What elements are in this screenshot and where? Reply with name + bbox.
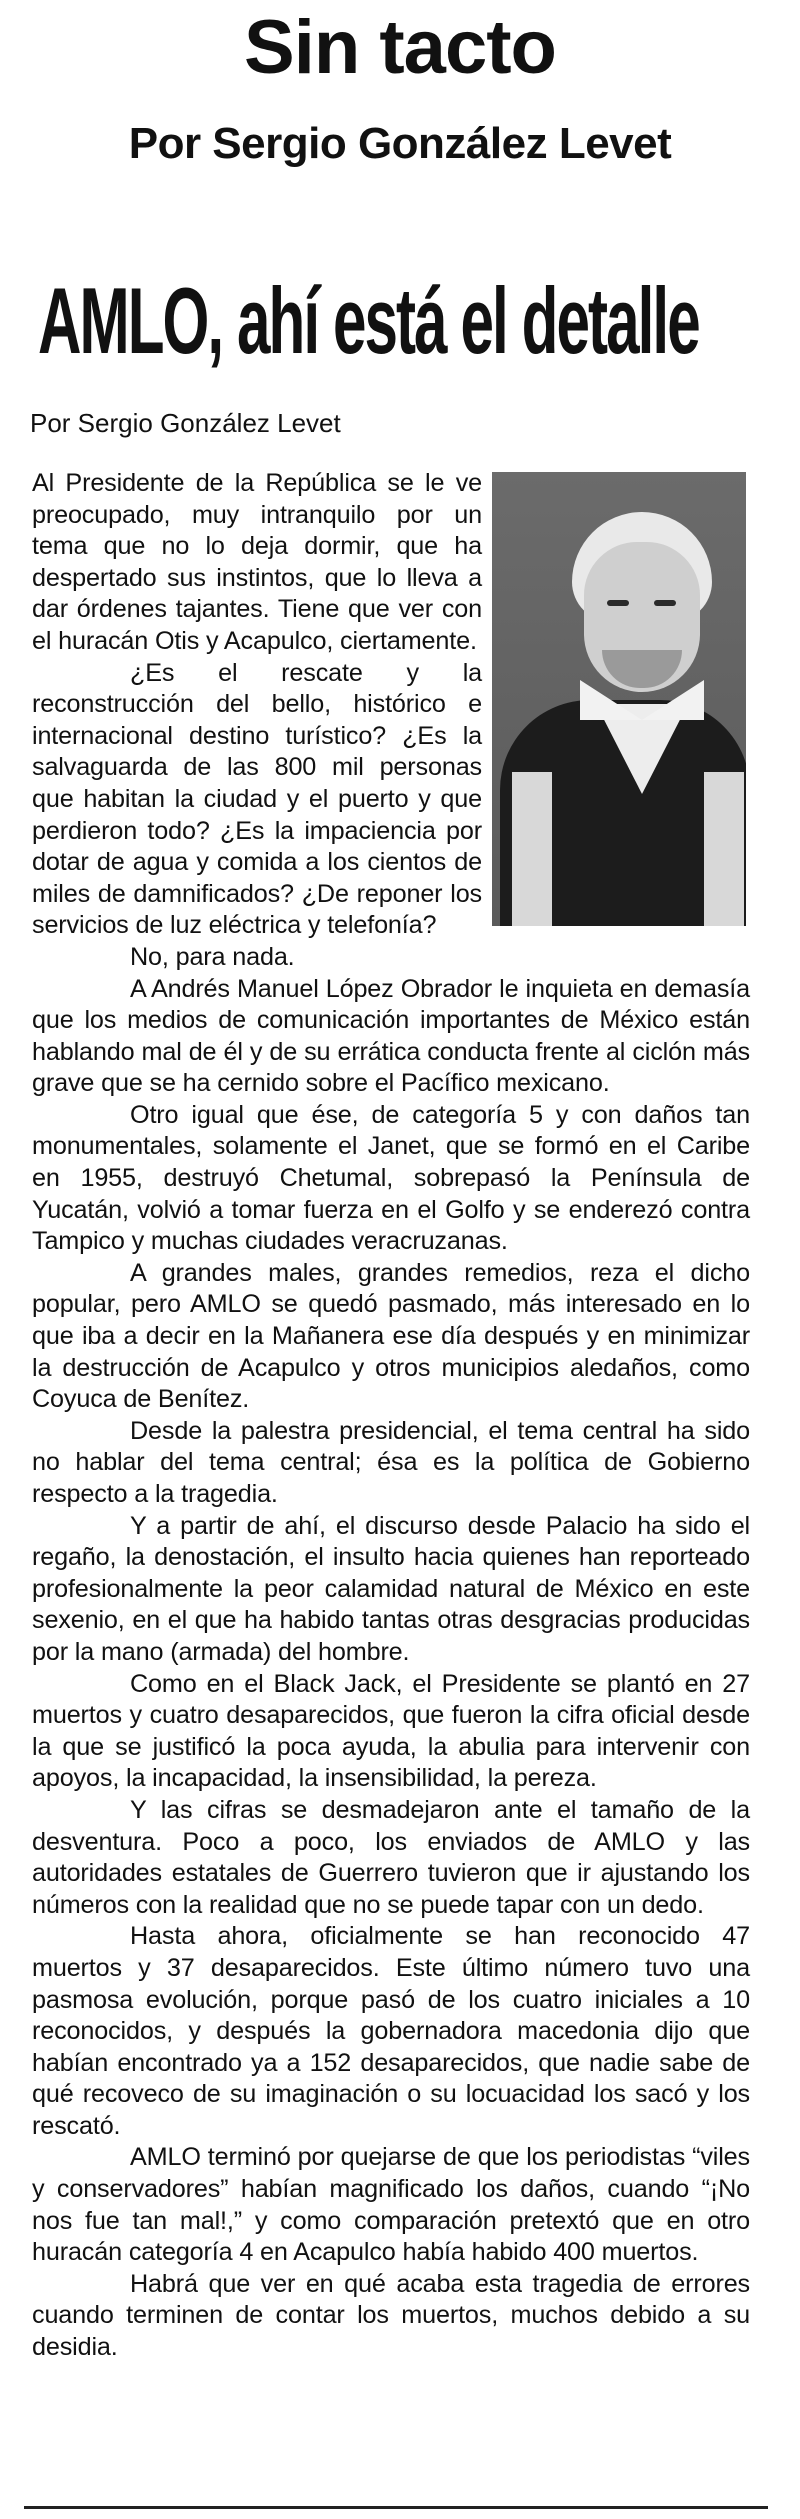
article-paragraph: Habrá que ver en qué acaba esta tragedia de errores cuando terminen de contar los muertos, muchos debido a su desidia. xyxy=(32,2269,750,2362)
bottom-divider xyxy=(24,2506,768,2509)
article-paragraph: Desde la palestra presidencial, el tema central ha sido no hablar del tema central; ésa es la política de Gobierno respecto a la tragedia. xyxy=(32,1416,750,1508)
article-paragraph: Hasta ahora, oficialmente se han reconocido 47 muertos y 37 desaparecidos. Este último número tuvo una pasmosa evolución, porque pasó de los cuatro iniciales a 10 reconocidos, y después la gobernadora macedonia dijo que habían encontrado ya a 152 desaparecidos, que nadie sabe de qué recoveco de su imaginación o su locuacidad los sacó y los rescató. xyxy=(32,1922,750,2140)
article-paragraph: Como en el Black Jack, el Presidente se plantó en 27 muertos y cuatro desaparecidos, que fueron la cifra oficial desde la que se justificó la poca ayuda, la abulia para intervenir con apoyos, la incapacidad, la insensibilidad, la pereza. xyxy=(32,1669,750,1793)
article-paragraph: Y a partir de ahí, el discurso desde Palacio ha sido el regaño, la denostación, el insulto hacia quienes han reporteado profesionalmente la peor calamidad natural de México en este sexenio, en el que ha habido tantas otras desgracias producidas por la mano (armada) del hombre. xyxy=(32,1511,750,1666)
article-paragraph: AMLO terminó por quejarse de que los periodistas “viles y conservadores” habían magnificado los daños, cuando “¡No nos fue tan mal!,” y como comparación pretextó que en otro huracán categoría 4 en Acapulco había habido 400 muertos. xyxy=(32,2143,750,2267)
column-name: Sin tacto xyxy=(244,5,556,90)
photo-wrap-space xyxy=(482,468,750,944)
article-paragraph: A Andrés Manuel López Obrador le inquieta en demasía que los medios de comunicación importantes de México están hablando mal de él y de su errática conducta frente al ciclón más grave que se ha cernido sobre el Pacífico mexicano. xyxy=(32,974,750,1098)
article-paragraph: Otro igual que ése, de categoría 5 y con daños tan monumentales, solamente el Janet, que se formó en el Caribe en 1955, destruyó Chetumal, sobrepasó la Península de Yucatán, volvió a tomar fuerza en el Golfo y se enderezó contra Tampico y muchas ciudades veracruzanas. xyxy=(32,1100,750,1256)
article-paragraph: No, para nada. xyxy=(130,942,295,971)
article-paragraph: A grandes males, grandes remedios, reza el dicho popular, pero AMLO se quedó pasmado, más interesado en lo que iba a decir en la Mañanera ese día después y en minimizar la destrucción de Acapulco y otros municipios aledaños, como Coyuca de Benítez. xyxy=(32,1258,750,1414)
article-paragraph: Y las cifras se desmadejaron ante el tamaño de la desventura. Poco a poco, los enviados de AMLO y las autoridades estatales de Guerrero tuvieron que ir ajustando los números con la realidad que no se puede tapar con un dedo. xyxy=(32,1795,750,1919)
column-byline: Por Sergio González Levet xyxy=(128,119,672,168)
article-paragraph: ¿Es el rescate y la reconstrucción del bello, histórico e internacional destino turístico? ¿Es la salvaguarda de las 800 mil personas que habitan la ciudad y el puerto y que perdieron todo? ¿Es la impaciencia por dotar de agua y comida a los cientos de miles de damnificados? ¿De reponer los servicios de luz eléctrica y telefonía? xyxy=(32,658,482,940)
article-author: Por Sergio González Levet xyxy=(30,408,341,438)
article-paragraph: Al Presidente de la República se le ve preocupado, muy intranquilo por un tema que no lo deja dormir, que ha despertado sus instintos, que lo lleva a dar órdenes tajantes. Tiene que ver con el huracán Otis y Acapulco, ciertamente. xyxy=(32,469,482,655)
article-headline: AMLO, ahí está el detalle xyxy=(38,268,699,373)
article-body xyxy=(32,468,750,2364)
